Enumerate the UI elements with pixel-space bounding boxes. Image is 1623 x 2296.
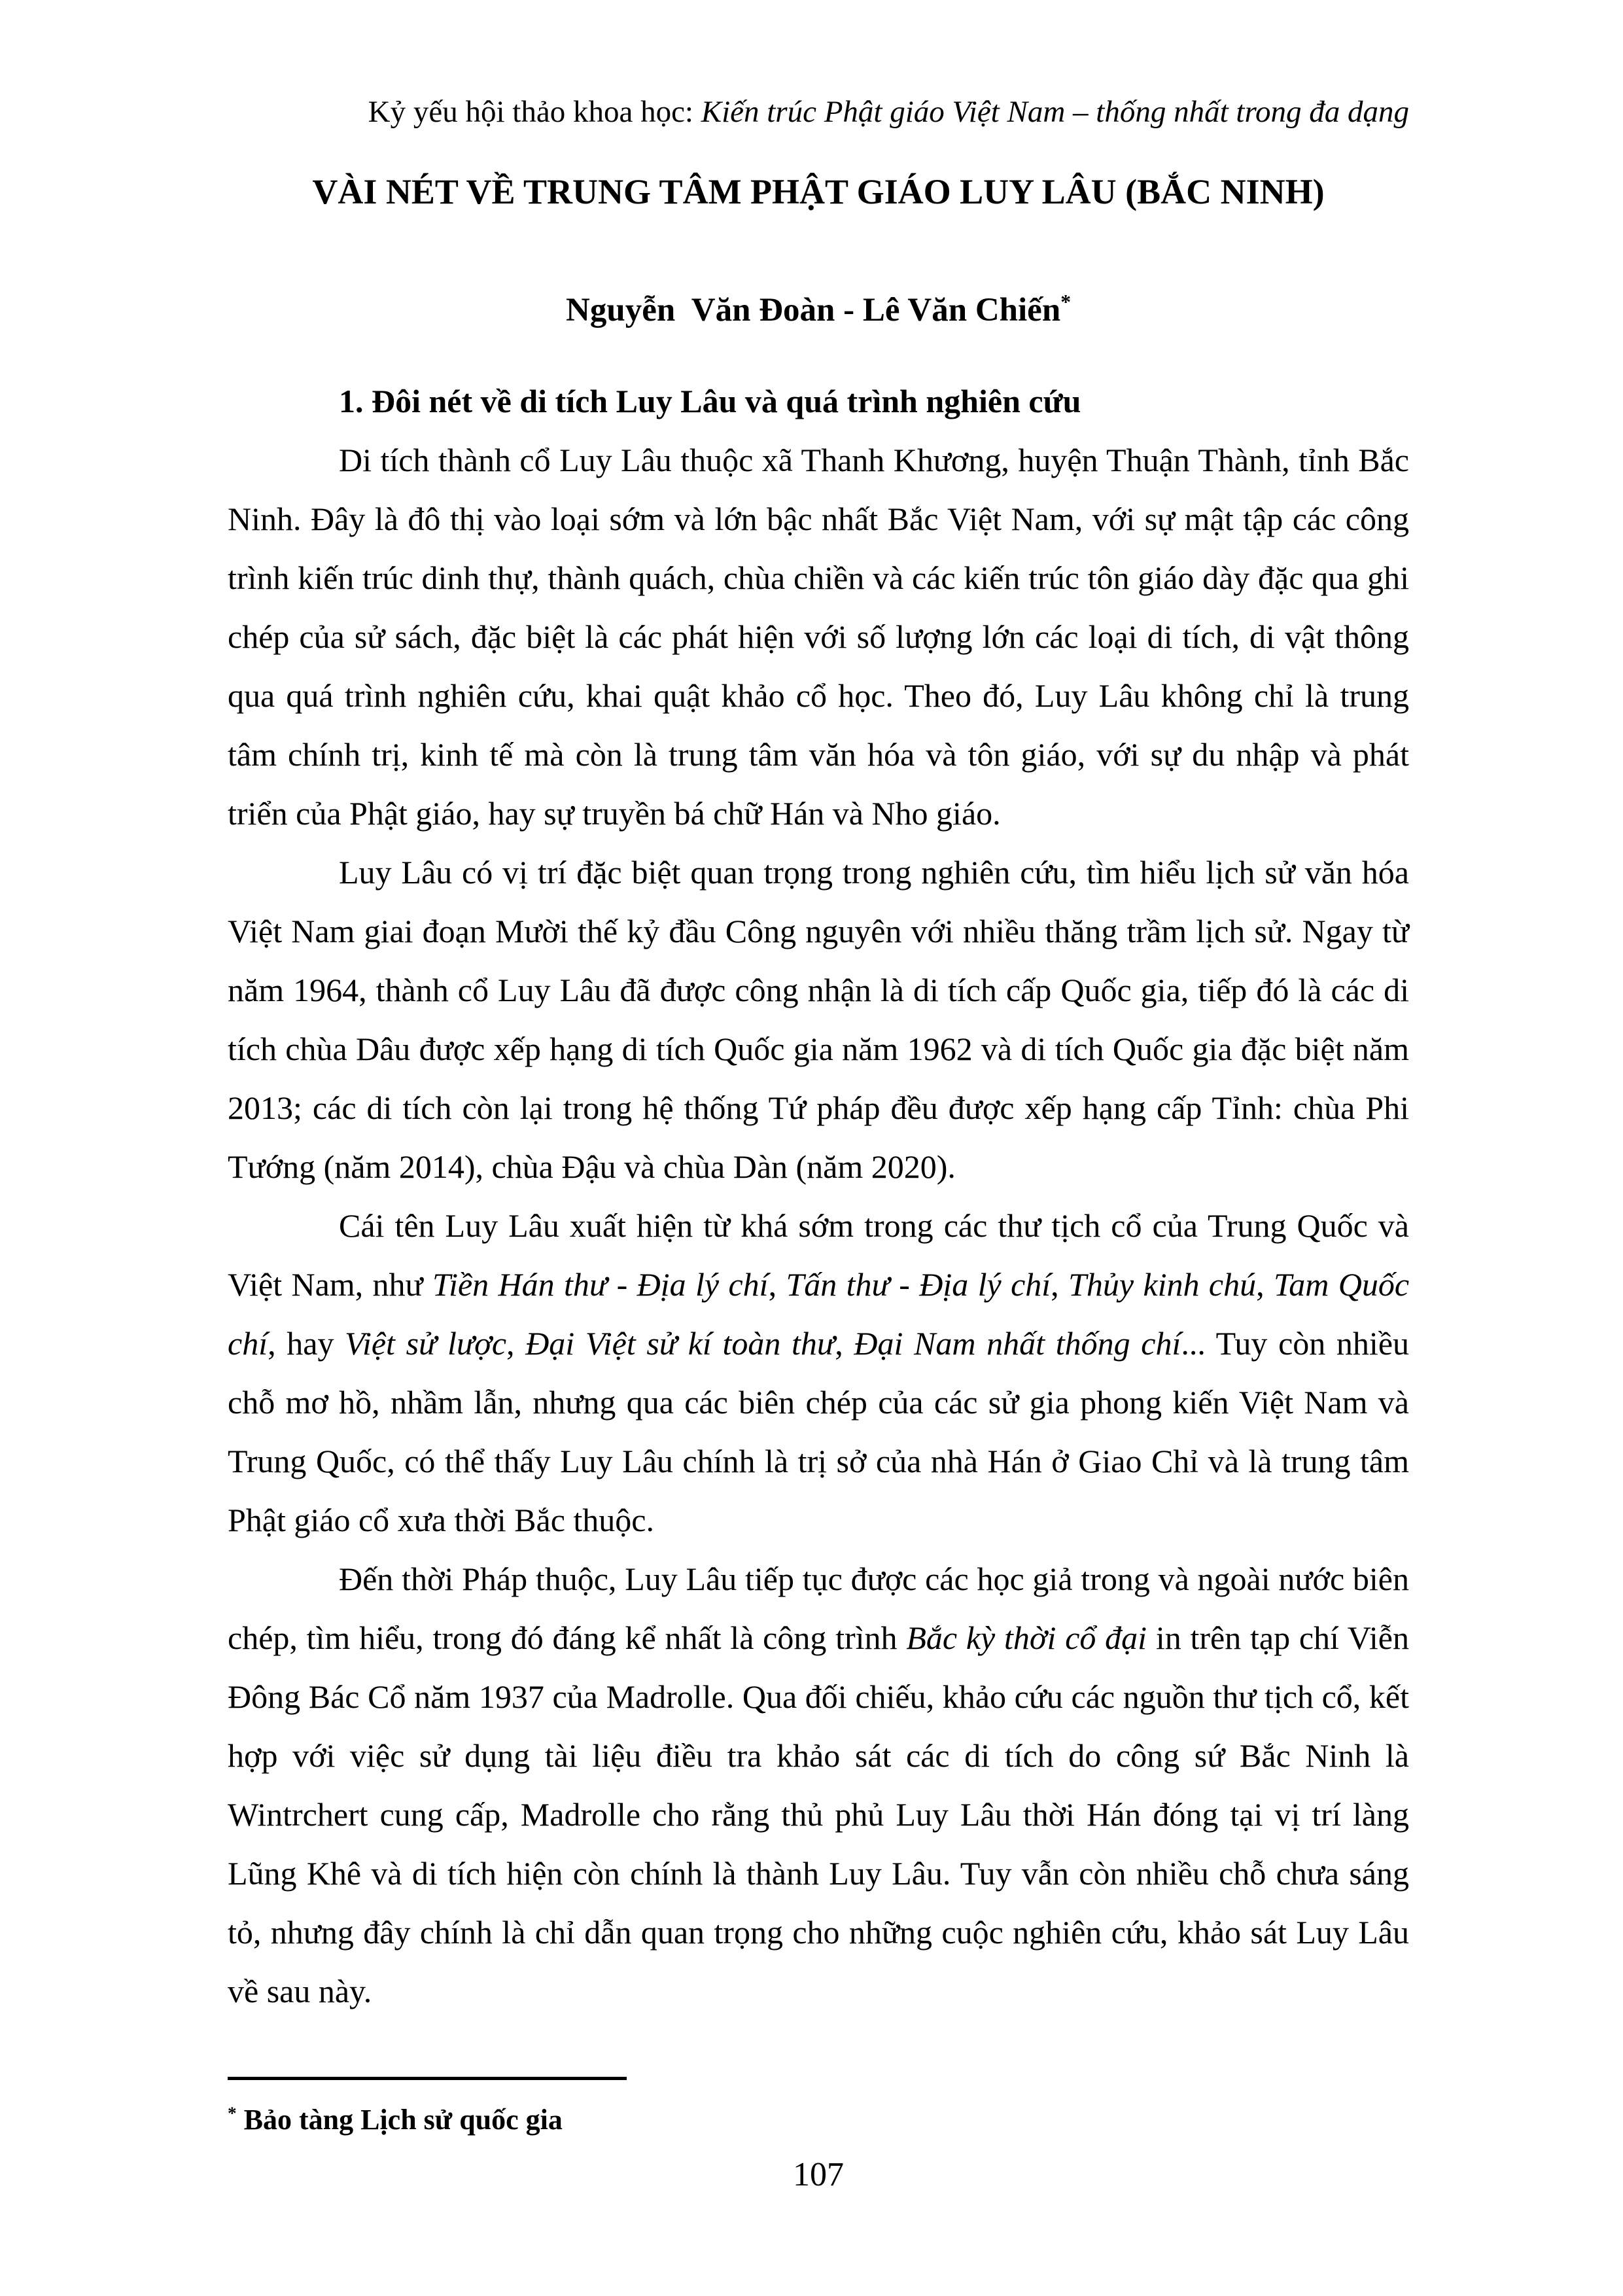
text-run: ... Tuy còn nhiều chỗ mơ hồ, nhầm lẫn, nhưng qua các biên chép của các sử gia phong kiến Việt Nam và Trung Quốc, có thể thấy Luy Lâu chính là trị sở của nhà Hán ở Giao Chỉ và là trung tâm Phật giáo cổ xưa thời Bắc thuộc. — [228, 1325, 1410, 1538]
section-heading — [228, 372, 1409, 431]
text-run: 1. Đôi nét về di tích Luy Lâu và quá trình nghiên cứu — [339, 383, 1081, 419]
document-body — [228, 335, 1409, 2021]
text-run: in trên tạp chí Viễn Đông Bác Cổ năm 1937 của Madrolle. Qua đối chiếu, khảo cứu các nguồn thư tịch cổ, kết hợp với việc sử dụng tài liệu điều tra khảo sát các di tích do công sứ Bắc Ninh là Wintrchert cung cấp, Madrolle cho rằng thủ phủ Luy Lâu thời Hán đóng tại vị trí làng Lũng Khê và di tích hiện còn chính là thành Luy Lâu. Tuy vẫn còn nhiều chỗ chưa sáng tỏ, nhưng đây chính là chỉ dẫn quan trọng cho những cuộc nghiên cứu, khảo sát Luy Lâu về sau này. — [228, 1619, 1409, 2009]
page-title: VÀI NÉT VỀ TRUNG TÂM PHẬT GIÁO LUY LÂU (BẮC NINH) — [312, 172, 1325, 211]
text-run: , — [506, 1325, 526, 1362]
text-run: , — [768, 1266, 786, 1303]
italic-text-run: Bắc kỳ thời cổ đại — [906, 1619, 1147, 1656]
paragraph — [228, 431, 1409, 843]
running-header-plain: Kỷ yếu hội thảo khoa học: — [368, 95, 701, 129]
footnote-separator-line — [228, 2077, 627, 2080]
text-run: Đến thời Pháp thuộc, Luy Lâu tiếp tục được các học giả trong và ngoài nước biên chép, tìm hiểu, trong đó đáng kể nhất là công trình — [228, 1561, 1409, 1656]
running-header-italic: Kiến trúc Phật giáo Việt Nam – thống nhất trong đa dạng — [701, 95, 1409, 129]
italic-text-run: Tấn thư - Địa lý chí — [786, 1266, 1051, 1303]
text-run: , hay — [268, 1325, 345, 1362]
footer-block — [228, 2077, 1409, 2198]
text-run: , — [835, 1325, 854, 1362]
footnote-mark: * — [228, 2103, 237, 2123]
italic-text-run: Tam Quốc chí — [228, 1266, 1410, 1362]
text-run: Cái tên Luy Lâu xuất hiện từ khá sớm trong các thư tịch cổ của Trung Quốc và Việt Nam, như — [228, 1207, 1409, 1303]
author-footnote-mark: * — [1060, 291, 1071, 313]
text-run: Luy Lâu có vị trí đặc biệt quan trọng trong nghiên cứu, tìm hiểu lịch sử văn hóa Việt Nam giai đoạn Mười thế kỷ đầu Công nguyên với nhiều thăng trầm lịch sử. Ngay từ năm 1964, thành cổ Luy Lâu đã được công nhận là di tích cấp Quốc gia, tiếp đó là các di tích chùa Dâu được xếp hạng di tích Quốc gia năm 1962 và di tích Quốc gia đặc biệt năm 2013; các di tích còn lại trong hệ thống Tứ pháp đều được xếp hạng cấp Tỉnh: chùa Phi Tướng (năm 2014), chùa Đậu và chùa Dàn (năm 2020). — [228, 854, 1409, 1185]
italic-text-run: Tiền Hán thư - Địa lý chí — [432, 1266, 769, 1303]
italic-text-run: Việt sử lược — [345, 1325, 507, 1362]
text-run: Di tích thành cổ Luy Lâu thuộc xã Thanh Khương, huyện Thuận Thành, tỉnh Bắc Ninh. Đây là đô thị vào loại sớm và lớn bậc nhất Bắc Việt Nam, với sự mật tập các công trình kiến trúc dinh thự, thành quách, chùa chiền và các kiến trúc tôn giáo dày đặc qua ghi chép của sử sách, đặc biệt là các phát hiện với số lượng lớn các loại di tích, di vật thông qua quá trình nghiên cứu, khai quật khảo cổ học. Theo đó, Luy Lâu không chỉ là trung tâm chính trị, kinh tế mà còn là trung tâm văn hóa và tôn giáo, với sự du nhập và phát triển của Phật giáo, hay sự truyền bá chữ Hán và Nho giáo. — [228, 442, 1409, 832]
footnote — [228, 2101, 1409, 2139]
author-line — [228, 285, 1409, 335]
paragraph — [228, 843, 1409, 1196]
text-run: , — [1051, 1266, 1069, 1303]
italic-text-run: Thủy kinh chú — [1068, 1266, 1257, 1303]
italic-text-run: Đại Việt sử kí toàn thư — [525, 1325, 835, 1362]
author-names: Nguyễn Văn Đoàn - Lê Văn Chiến — [566, 292, 1061, 328]
text-run: , — [1256, 1266, 1274, 1303]
paragraph — [228, 1196, 1409, 1549]
footnote-text: Bảo tàng Lịch sử quốc gia — [236, 2104, 563, 2136]
page-number: 107 — [793, 2156, 844, 2193]
italic-text-run: Đại Nam nhất thống chí — [854, 1325, 1181, 1362]
running-header — [228, 92, 1409, 132]
paragraph — [228, 1549, 1409, 2021]
